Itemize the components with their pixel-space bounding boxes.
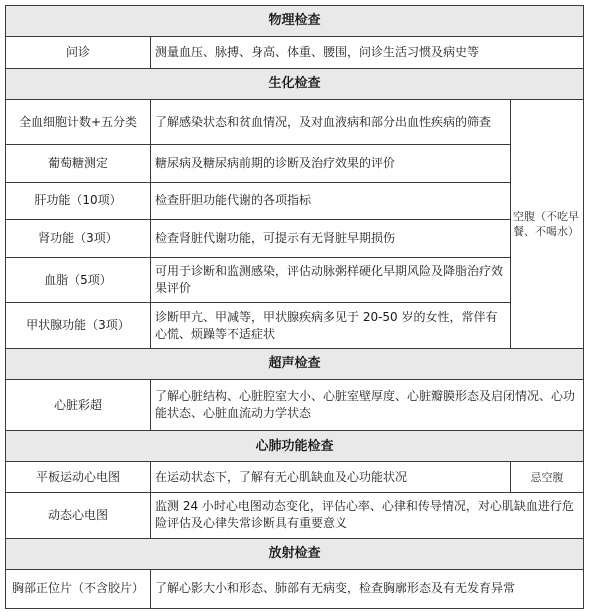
table-row [6,36,584,68]
table-row [6,219,584,257]
desc-echo: 了解心脏结构、心脏腔室大小、心脏室壁厚度、心脏瓣膜形态及启闭情况、心功能状态、心脏血流动力学状态 [151,379,584,431]
checkup-table [5,5,584,609]
section-header-row [6,538,584,569]
table-row [6,462,584,493]
desc-lipid: 可用于诊断和监测感染，评估动脉粥样硬化早期风险及降脂治疗效果评价 [151,257,511,302]
item-liver: 肝功能（10项） [6,182,151,219]
desc-xray: 了解心影大小和形态、肺部有无病变，检查胸廓形态及有无发育异常 [151,569,584,608]
section-header-row [6,68,584,99]
item-lipid: 血脂（5项） [6,257,151,302]
desc-liver: 检查肝胆功能代谢的各项指标 [151,182,511,219]
item-xray: 胸部正位片（不含胶片） [6,569,151,608]
section-biochem-title: 生化检查 [6,68,584,99]
section-physical-title: 物理检查 [6,6,584,37]
desc-inquiry: 测量血压、脉搏、身高、体重、腰围，问诊生活习惯及病史等 [151,36,584,68]
item-cbc: 全血细胞计数+五分类 [6,99,151,144]
table-row [6,145,584,182]
desc-glucose: 糖尿病及糖尿病前期的诊断及治疗效果的评价 [151,145,511,182]
item-treadmill: 平板运动心电图 [6,462,151,493]
item-inquiry: 问诊 [6,36,151,68]
desc-holter: 监测 24 小时心电图动态变化，评估心率、心律和传导情况，对心肌缺血进行危险评估及心律失常诊断具有重要意义 [151,493,584,538]
table-row [6,493,584,538]
section-radiology-title: 放射检查 [6,538,584,569]
section-ultrasound-title: 超声检查 [6,348,584,379]
desc-cbc: 了解感染状态和贫血情况，及对血液病和部分出血性疾病的筛查 [151,99,511,144]
table-row [6,182,584,219]
section-header-row [6,348,584,379]
table-row [6,99,584,144]
section-header-row [6,431,584,462]
note-fasting: 空腹（不吃早餐、不喝水） [511,99,584,348]
item-kidney: 肾功能（3项） [6,219,151,257]
table-row [6,303,584,348]
table-row [6,569,584,608]
item-echo: 心脏彩超 [6,379,151,431]
item-glucose: 葡萄糖测定 [6,145,151,182]
section-cardiopulmonary-title: 心肺功能检查 [6,431,584,462]
note-fasting-short: 忌空腹 [511,462,584,493]
item-thyroid: 甲状腺功能（3项） [6,303,151,348]
desc-thyroid: 诊断甲亢、甲减等，甲状腺疾病多见于 20-50 岁的女性，常伴有心慌、烦躁等不适症状 [151,303,511,348]
item-holter: 动态心电图 [6,493,151,538]
table-row [6,379,584,431]
section-header-row [6,6,584,37]
table-row [6,257,584,302]
desc-kidney: 检查肾脏代谢功能，可提示有无肾脏早期损伤 [151,219,511,257]
desc-treadmill: 在运动状态下，了解有无心肌缺血及心功能状况 [151,462,511,493]
